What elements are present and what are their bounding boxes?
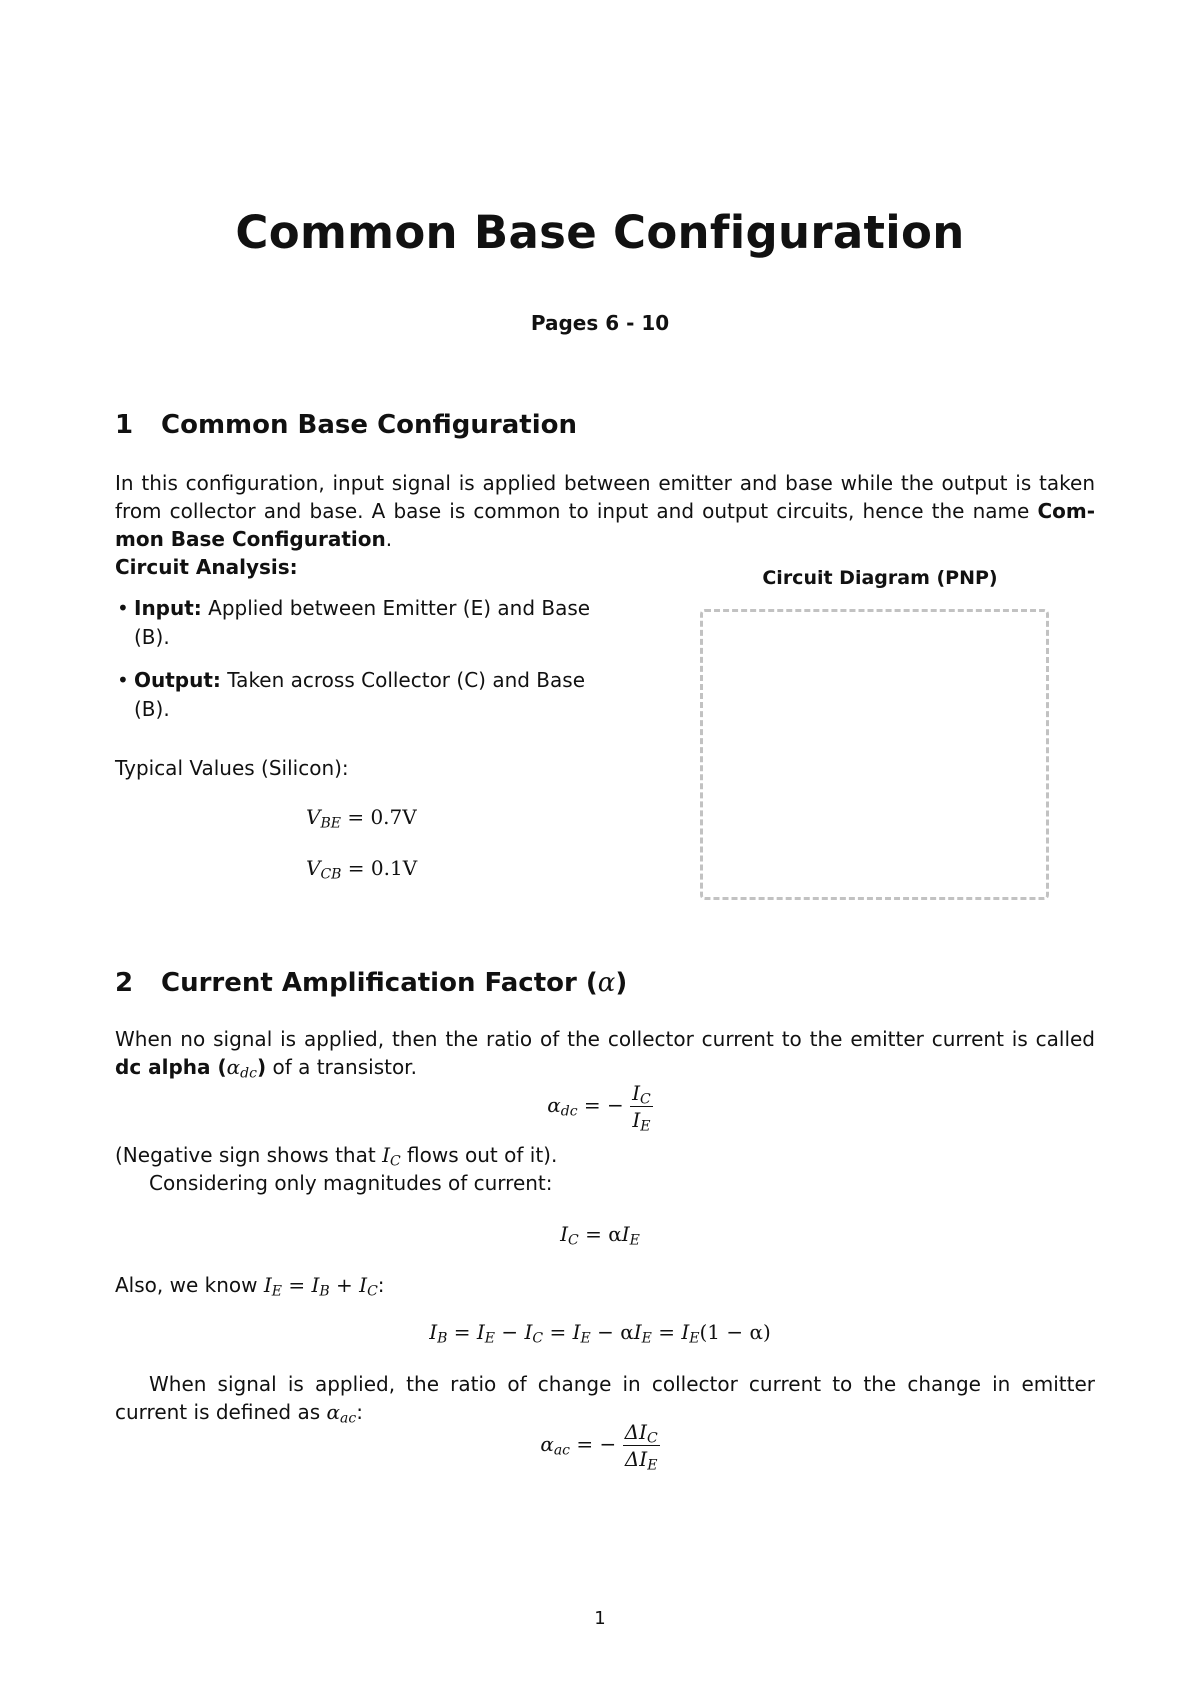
bullet-text: Applied between Emitter (E) and Base (B).	[134, 596, 591, 649]
equation-alpha-dc: $\alpha_{dc}$ = − $\frac{I_C}{I_E}$	[547, 1081, 651, 1135]
alpha-symbol: α	[597, 968, 616, 998]
document-title: Common Base Configuration	[235, 206, 965, 259]
bullet-label: Input:	[134, 596, 202, 620]
intro-line-2: from collector and base. A base is common to input and output circuits, hence the name Com-	[115, 499, 1095, 523]
magnitudes-note: Considering only magnitudes of current:	[149, 1171, 553, 1195]
circuit-analysis-list	[115, 594, 615, 738]
circuit-diagram-caption: Circuit Diagram (PNP)	[762, 567, 998, 589]
bullet-label: Output:	[134, 668, 221, 692]
fraction: $\frac{\Delta I_C}{\Delta I_E}$	[624, 1420, 658, 1474]
typical-values-label: Typical Values (Silicon):	[115, 756, 349, 780]
page-number: 1	[594, 1608, 606, 1629]
p2-line-1: When signal is applied, the ratio of change in collector current to the change in emitter	[149, 1372, 1095, 1396]
section-2-paragraph-1	[115, 1025, 1095, 1081]
also-we-know: Also, we know $I_E = I_B + I_C$:	[115, 1273, 385, 1300]
bullet-text: Taken across Collector (C) and Base (B).	[134, 668, 586, 721]
circuit-diagram-placeholder	[700, 609, 1049, 900]
p1-line-2: dc alpha $(\alpha_{dc})$ of a transistor.	[115, 1055, 417, 1082]
equation-ic: $I_C = \alpha I_E$	[560, 1222, 640, 1249]
circuit-analysis-label: Circuit Analysis:	[115, 555, 298, 579]
section-2-title: Current Amplification Factor (	[161, 968, 598, 998]
section-1-title: Common Base Configuration	[161, 410, 577, 440]
bullet-marker: •	[117, 668, 129, 692]
section-1-number: 1	[115, 410, 134, 440]
intro-line-1: In this configuration, input signal is applied between emitter and base while the output is taken	[115, 471, 1095, 495]
bullet-marker: •	[117, 596, 129, 620]
section-2-paragraph-2	[115, 1370, 1095, 1426]
list-item	[115, 666, 615, 724]
section-1-intro	[115, 469, 1095, 581]
equation-vcb: $V_{CB} = 0.1V$	[306, 856, 418, 883]
negative-sign-note: (Negative sign shows that $I_C$ flows out of it).	[115, 1143, 558, 1170]
fraction: $\frac{I_C}{I_E}$	[632, 1081, 651, 1135]
p1-line-1: When no signal is applied, then the ratio of the collector current to the emitter current is called	[115, 1027, 1095, 1051]
section-2-number: 2	[115, 968, 134, 998]
list-item	[115, 594, 615, 652]
intro-line-3: mon Base Configuration.	[115, 527, 393, 551]
section-1-heading	[115, 410, 577, 440]
section-2-heading: 2 Current Amplification Factor (α)	[115, 968, 628, 998]
equation-vbe: $V_{BE} = 0.7V$	[306, 805, 417, 832]
equation-ib: $I_B = I_E - I_C = I_E - \alpha I_E = I_E(1 - \alpha)$	[429, 1320, 771, 1347]
equation-alpha-ac: $\alpha_{ac}$ = − $\frac{\Delta I_C}{\Delta I_E}$	[540, 1420, 658, 1474]
document-subtitle: Pages 6 - 10	[530, 311, 670, 335]
p2-line-2: current is defined as $\alpha_{ac}$:	[115, 1400, 363, 1427]
